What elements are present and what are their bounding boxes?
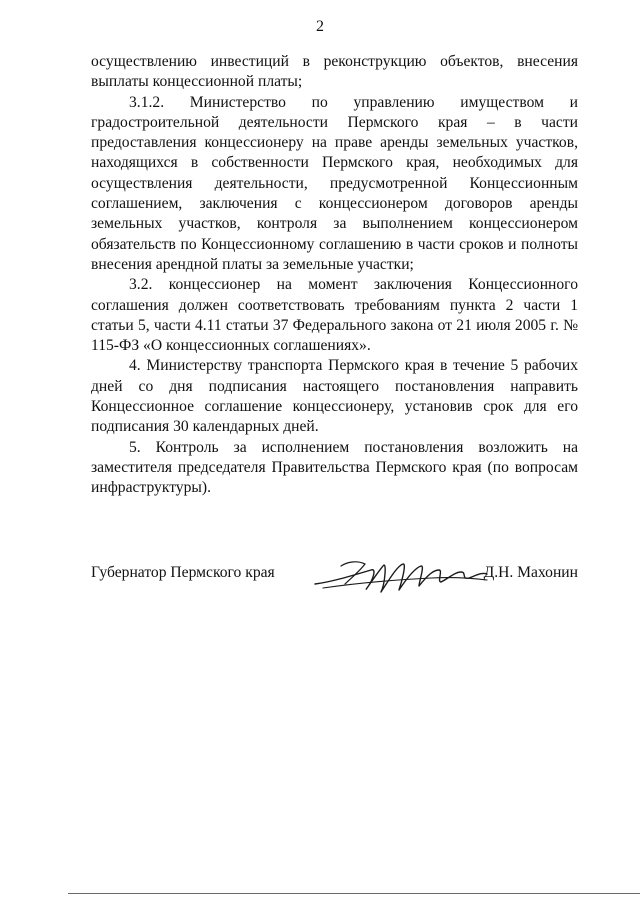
- paragraph-4: 4. Министерству транспорта Пермского края в течение 5 рабочих дней со дня подписания настоящего постановления направить Концессионное соглашение концессионеру, установив срок для его подписания 30 календарных дней.: [91, 357, 578, 436]
- page-number: 2: [316, 18, 324, 35]
- paragraph-5: 5. Контроль за исполнением постановления возложить на заместителя председателя Правительства Пермского края (по вопросам инфраструктуры).: [91, 438, 578, 497]
- signer-name: Д.Н. Махонин: [483, 564, 578, 581]
- scan-edge-line: [68, 893, 640, 894]
- document-body: [91, 52, 578, 499]
- handwritten-signature: [311, 554, 489, 598]
- paragraph-3-1-2: 3.1.2. Министерство по управлению имуществом и градостроительной деятельности Пермского края – в части предоставления концессионеру на праве аренды земельных участков, находящихся в собственности Пермского края, необходимых для осуществления деятельности, предусмотренной Концессионным соглашением, заключения с концессионером договоров аренды земельных участков, контроля за выполнением концессионером обязательств по Концессионному соглашению в части сроков и полноты внесения арендной платы за земельные участки;: [91, 93, 578, 273]
- paragraph-continuation: осуществлению инвестиций в реконструкцию объектов, внесения выплаты концессионной платы;: [91, 53, 578, 91]
- signature-block: [91, 560, 578, 600]
- paragraph-3-2: 3.2. концессионер на момент заключения Концессионного соглашения должен соответствовать требованиям пункта 2 части 1 статьи 5, части 4.11 статьи 37 Федерального закона от 21 июля 2005 г. № 115-ФЗ «О концессионных соглашениях».: [91, 276, 578, 355]
- signer-title: Губернатор Пермского края: [91, 564, 275, 581]
